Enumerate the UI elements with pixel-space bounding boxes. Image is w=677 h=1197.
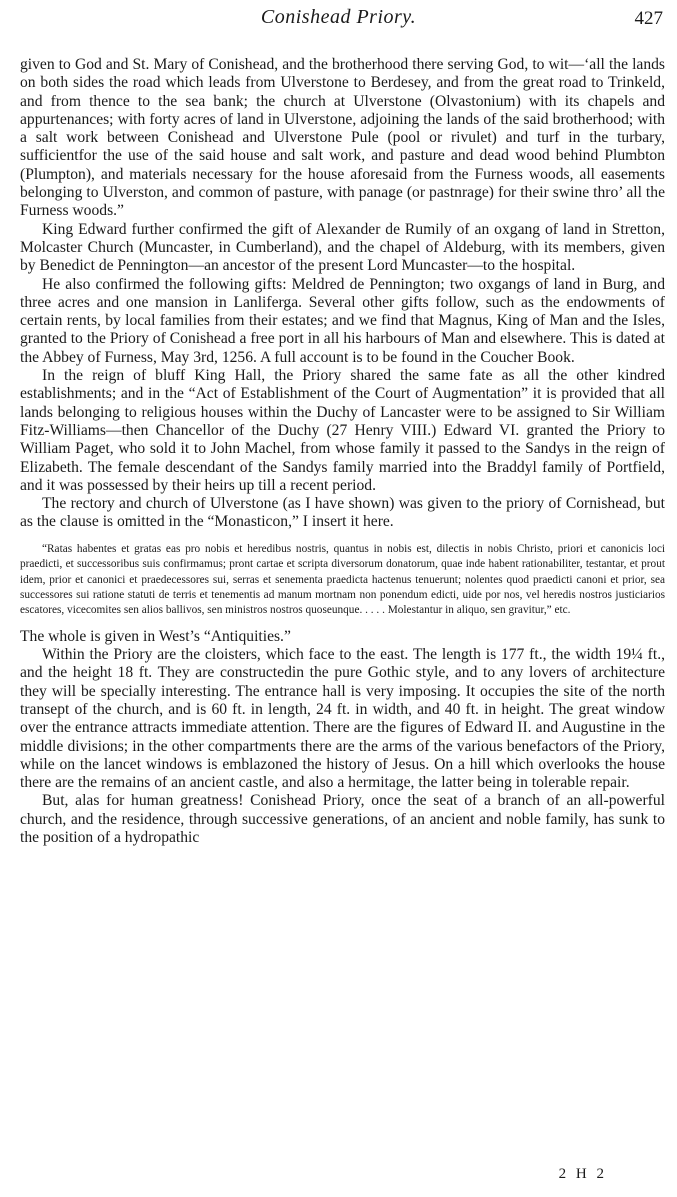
paragraph-rectory: The rectory and church of Ulverstone (as I have shown) was given to the priory of Cornishead, but as the clause is omitted in the “Monasticon,” I insert it here. [20,495,665,531]
body-text [20,56,665,847]
paragraph-human-greatness: But, alas for human greatness! Conishead Priory, once the seat of a branch of an all-powerful church, and the residence, through successive generations, of an ancient and noble family, has sunk to the position of a hydropathic [20,792,665,847]
paragraph-grant-continued: given to God and St. Mary of Conishead, and the brotherhood there serving God, to wit—‘all the lands on both sides the road which leads from Ulverstone to Berdesey, and from the great road to Trinkeld, and from thence to the sea bank; the church at Ulverstone (Olvastonium) with its chapels and appurtenances; with forty acres of land in Ulverstone, adjoining the lands of the said brotherhood; with a salt work between Conishead and Ulverstone Pule (pool or rivulet) and turf in the turbary, sufficientfor the use of the said house and salt work, and pasture and dead wood behind Plumbton (Plumpton), and materials necessary for the house aforesaid from the Furness woods, all easements belonging to Ulverston, and common of pasture, with panage (or pastnrage) for their swine thro’ all the Furness woods.” [20,56,665,220]
page-number: 427 [634,8,663,29]
latin-quotation: “Ratas habentes et gratas eas pro nobis et heredibus nostris, quantus in nobis est, dilectis in nobis Christo, priori et canonicis loci praedicti, et successoribus suis confirmamus; pront cartae et scripta diversorum donatorum, quae inde habent rationabiliter, testantar, et prout idem, prior et canonici et praedecessores sui, serras et senementa praedicta hactenus tenuerunt; nolentes quod praedicti canoni et prior, sea successores sui ratione statuti de terris et tenementis ad manum mortnam non ponendum edicti, uide por nos, vel heredis nostros justiciarios escatores, vicecomites sen alios ballivos, sen ministros nostros quoseunque. . . . . Molestantur in aliquo, sen gravitur,” etc. [20,542,665,617]
paragraph-cloisters: Within the Priory are the cloisters, which face to the east. The length is 177 ft., the width 19¼ ft., and the height 18 ft. They are constructedin the pure Gothic style, and to any lovers of architecture they will be specially interesting. The entrance hall is very imposing. It occupies the site of the north transept of the church, and is 60 ft. in length, 24 ft. in width, and 40 ft. in height. The great window over the entrance attracts immediate attention. There are the figures of Edward II. and Augustine in the middle divisions; in the other compartments there are the arms of the various benefactors of the Priory, while on the lancet windows is emblazoned the history of Jesus. On a hill which overlooks the house there are the remains of an ancient castle, and also a hermitage, the latter being in tolerable repair. [20,646,665,792]
paragraph-reign-of-king-hall: In the reign of bluff King Hall, the Priory shared the same fate as all the other kindred establishments; and in the “Act of Establishment of the Court of Augmentation” it is provided that all lands belonging to religious houses within the Duchy of Lancaster were to be assigned to Sir William Fitz-Williams—then Chancellor of the Duchy (27 Henry VIII.) Edward VI. granted the Priory to William Paget, who sold it to John Machel, from whose family it passed to the Sandys in the reign of Elizabeth. The female descendant of the Sandys family married into the Braddyl family of Portfield, and it was possessed by their heirs up till a recent period. [20,367,665,494]
paragraph-west-antiquities: The whole is given in West’s “Antiquities.” [20,627,291,645]
paragraph-confirmed-gifts: He also confirmed the following gifts: Meldred de Pennington; two oxgangs of land in Burg, and three acres and one mansion in Lanliferga. Several other gifts follow, such as the endowments of certain rents, by local families from their estates; and we find that Magnus, King of Man and the Isles, granted to the Priory of Conishead a free port in all his harbours of Man and elsewhere. This is dated at the Abbey of Furness, May 3rd, 1256. A full account is to be found in the Coucher Book. [20,275,665,366]
running-head [0,6,677,40]
running-title: Conishead Priory. [260,6,417,28]
printer-signature-mark: 2 H 2 [558,1166,607,1182]
paragraph-king-edward: King Edward further confirmed the gift of Alexander de Rumily of an oxgang of land in Stretton, Molcaster Church (Muncaster, in Cumberland), and the chapel of Aldeburg, with its members, given by Benedict de Pennington—an ancestor of the present Lord Muncaster—to the hospital. [20,220,665,275]
